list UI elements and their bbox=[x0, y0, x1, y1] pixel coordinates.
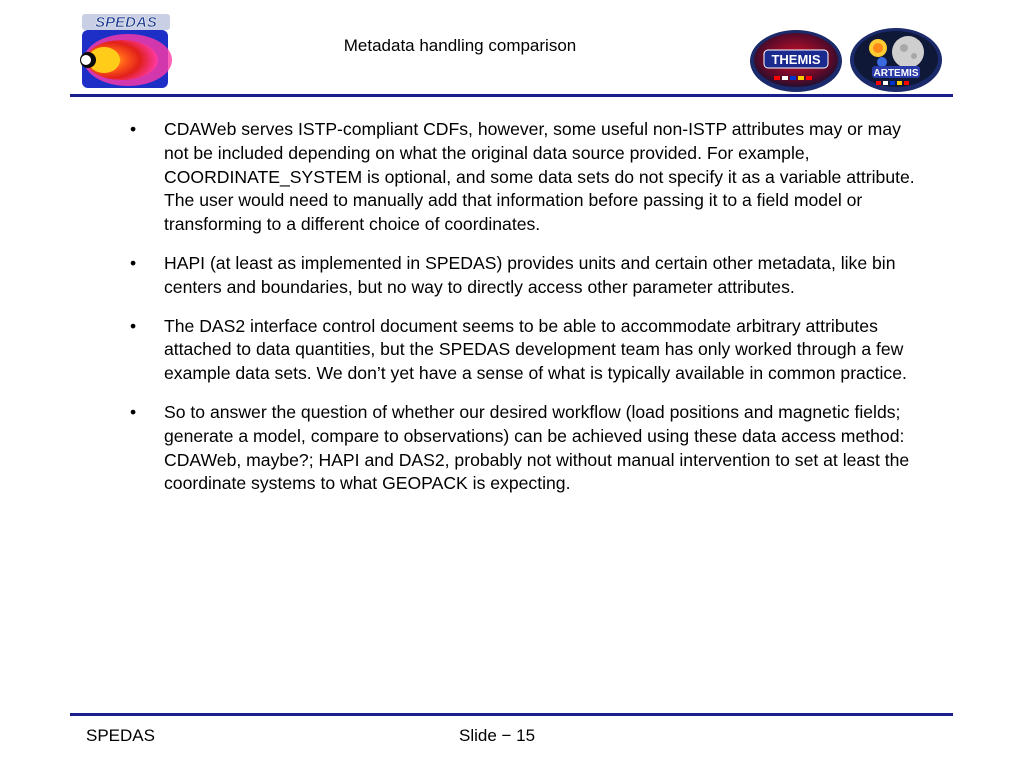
svg-text:ARTEMIS: ARTEMIS bbox=[873, 68, 919, 79]
footer-project-name: SPEDAS bbox=[86, 726, 155, 745]
artemis-logo bbox=[848, 26, 944, 94]
svg-text:THEMIS: THEMIS bbox=[771, 52, 821, 67]
svg-text:SPEDAS: SPEDAS bbox=[95, 14, 157, 31]
bullet-marker: • bbox=[130, 315, 137, 336]
slide-number: Slide − 15 bbox=[459, 726, 536, 745]
slide-title: Metadata handling comparison bbox=[343, 36, 577, 55]
bullet-marker: • bbox=[130, 252, 137, 273]
bullet-text: CDAWeb serves ISTP-compliant CDFs, however, some useful non-ISTP attributes may or may not be included depending on what the original data source provided. For example, COORDINATE_SYSTEM is optional, and some data sets do not specify it as a variable attribute. The user would need to manually add that information before passing it to a field model or transforming to a different choice of coordinates. bbox=[164, 119, 915, 235]
themis-logo bbox=[748, 28, 844, 94]
spedas-logo bbox=[78, 12, 174, 92]
bullet-item bbox=[130, 315, 930, 386]
bullet-marker: • bbox=[130, 119, 137, 139]
header-divider bbox=[70, 94, 953, 97]
bullet-list bbox=[130, 118, 930, 511]
bullet-item bbox=[130, 252, 930, 300]
bullet-item bbox=[130, 118, 930, 237]
bullet-item bbox=[130, 401, 930, 496]
bullet-text: HAPI (at least as implemented in SPEDAS) provides units and certain other metadata, like bin centers and boundaries, but no way to directly access other parameter attributes. bbox=[164, 252, 896, 297]
footer-divider bbox=[70, 713, 953, 716]
bullet-marker: • bbox=[130, 401, 137, 422]
bullet-text: So to answer the question of whether our desired workflow (load positions and magnetic fields; generate a model, compare to observations) can be achieved using these data access method: CDAWeb, maybe?; HAPI and DAS2, probably not without manual intervention to set at least the coordinate systems to what GEOPACK is expecting. bbox=[164, 401, 910, 494]
bullet-text: The DAS2 interface control document seems to be able to accommodate arbitrary attributes attached to data quantities, but the SPEDAS development team has only worked through a few example data sets. We don’t yet have a sense of what is typically available in common practice. bbox=[164, 315, 907, 384]
